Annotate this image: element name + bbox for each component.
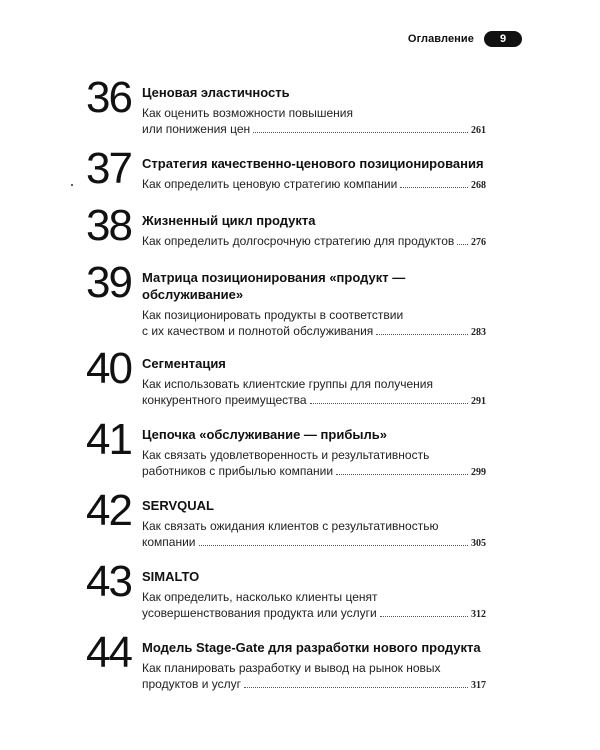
- chapter-number: 43: [86, 557, 131, 606]
- stray-dot: [71, 184, 73, 186]
- chapter-title: Ценовая эластичность: [142, 85, 290, 100]
- chapter-title: Матрица позиционирования «продукт — обслуживание»: [142, 270, 406, 302]
- chapter-number: 40: [86, 344, 131, 393]
- chapter-title: SERVQUAL: [142, 498, 214, 513]
- leader-dots: [244, 687, 468, 688]
- chapter-description: Как оценить возможности повышения: [142, 106, 353, 120]
- chapter-title: Жизненный цикл продукта: [142, 213, 316, 228]
- chapter-page-number: 317: [471, 680, 486, 691]
- chapter-number: 36: [86, 73, 131, 122]
- chapter-number: 37: [86, 144, 131, 193]
- leader-dots: [336, 474, 468, 475]
- chapter-page-number: 305: [471, 538, 486, 549]
- chapter-page-number: 268: [471, 180, 486, 191]
- chapter-page-number: 312: [471, 609, 486, 620]
- chapter-description: Как определить, насколько клиенты ценят: [142, 590, 378, 604]
- chapter-description: Как определить долгосрочную стратегию для продуктов: [142, 234, 455, 248]
- chapter-title: SIMALTO: [142, 569, 200, 584]
- chapter-number: 38: [86, 201, 131, 250]
- chapter-number: 44: [86, 628, 131, 677]
- chapter-description: Как связать удовлетворенность и результативность: [142, 448, 430, 462]
- chapter-description: или понижения цен: [142, 122, 251, 136]
- page-header: [408, 31, 522, 47]
- chapter-description: продуктов и услуг: [142, 677, 241, 691]
- chapter-page-number: 276: [471, 237, 486, 248]
- chapter-description: Как связать ожидания клиентов с результативностью: [142, 519, 439, 533]
- leader-dots: [376, 334, 468, 335]
- leader-dots: [199, 545, 468, 546]
- chapter-description: компании: [142, 535, 196, 549]
- chapter-title: Модель Stage-Gate для разработки нового продукта: [142, 640, 481, 655]
- chapter-description: усовершенствования продукта или услуги: [142, 606, 377, 620]
- header-title: Оглавление: [407, 33, 474, 45]
- leader-dots: [310, 403, 468, 404]
- chapter-page-number: 291: [471, 396, 486, 407]
- chapter-number: 41: [86, 415, 131, 464]
- chapter-description: с их качеством и полнотой обслуживания: [142, 324, 374, 338]
- chapter-number: 42: [86, 486, 131, 535]
- leader-dots: [400, 187, 468, 188]
- chapter-page-number: 299: [471, 467, 486, 478]
- chapter-title: Цепочка «обслуживание — прибыль»: [142, 427, 387, 442]
- page-number-badge: 9: [484, 31, 522, 47]
- chapter-number: 39: [86, 258, 131, 307]
- chapter-description: конкурентного преимущества: [142, 393, 307, 407]
- chapter-page-number: 283: [471, 327, 486, 338]
- leader-dots: [253, 132, 468, 133]
- chapter-description: Как определить ценовую стратегию компании: [142, 177, 398, 191]
- chapter-description: работников с прибылью компании: [142, 464, 334, 478]
- chapter-description: Как планировать разработку и вывод на рынок новых: [142, 661, 441, 675]
- leader-dots: [457, 244, 468, 245]
- chapter-description: Как использовать клиентские группы для получения: [142, 377, 433, 391]
- chapter-page-number: 261: [471, 125, 486, 136]
- chapter-description: Как позиционировать продукты в соответствии: [142, 308, 404, 322]
- chapter-title: Стратегия качественно-ценового позиционирования: [142, 156, 484, 171]
- chapter-title: Сегментация: [142, 356, 226, 371]
- leader-dots: [380, 616, 468, 617]
